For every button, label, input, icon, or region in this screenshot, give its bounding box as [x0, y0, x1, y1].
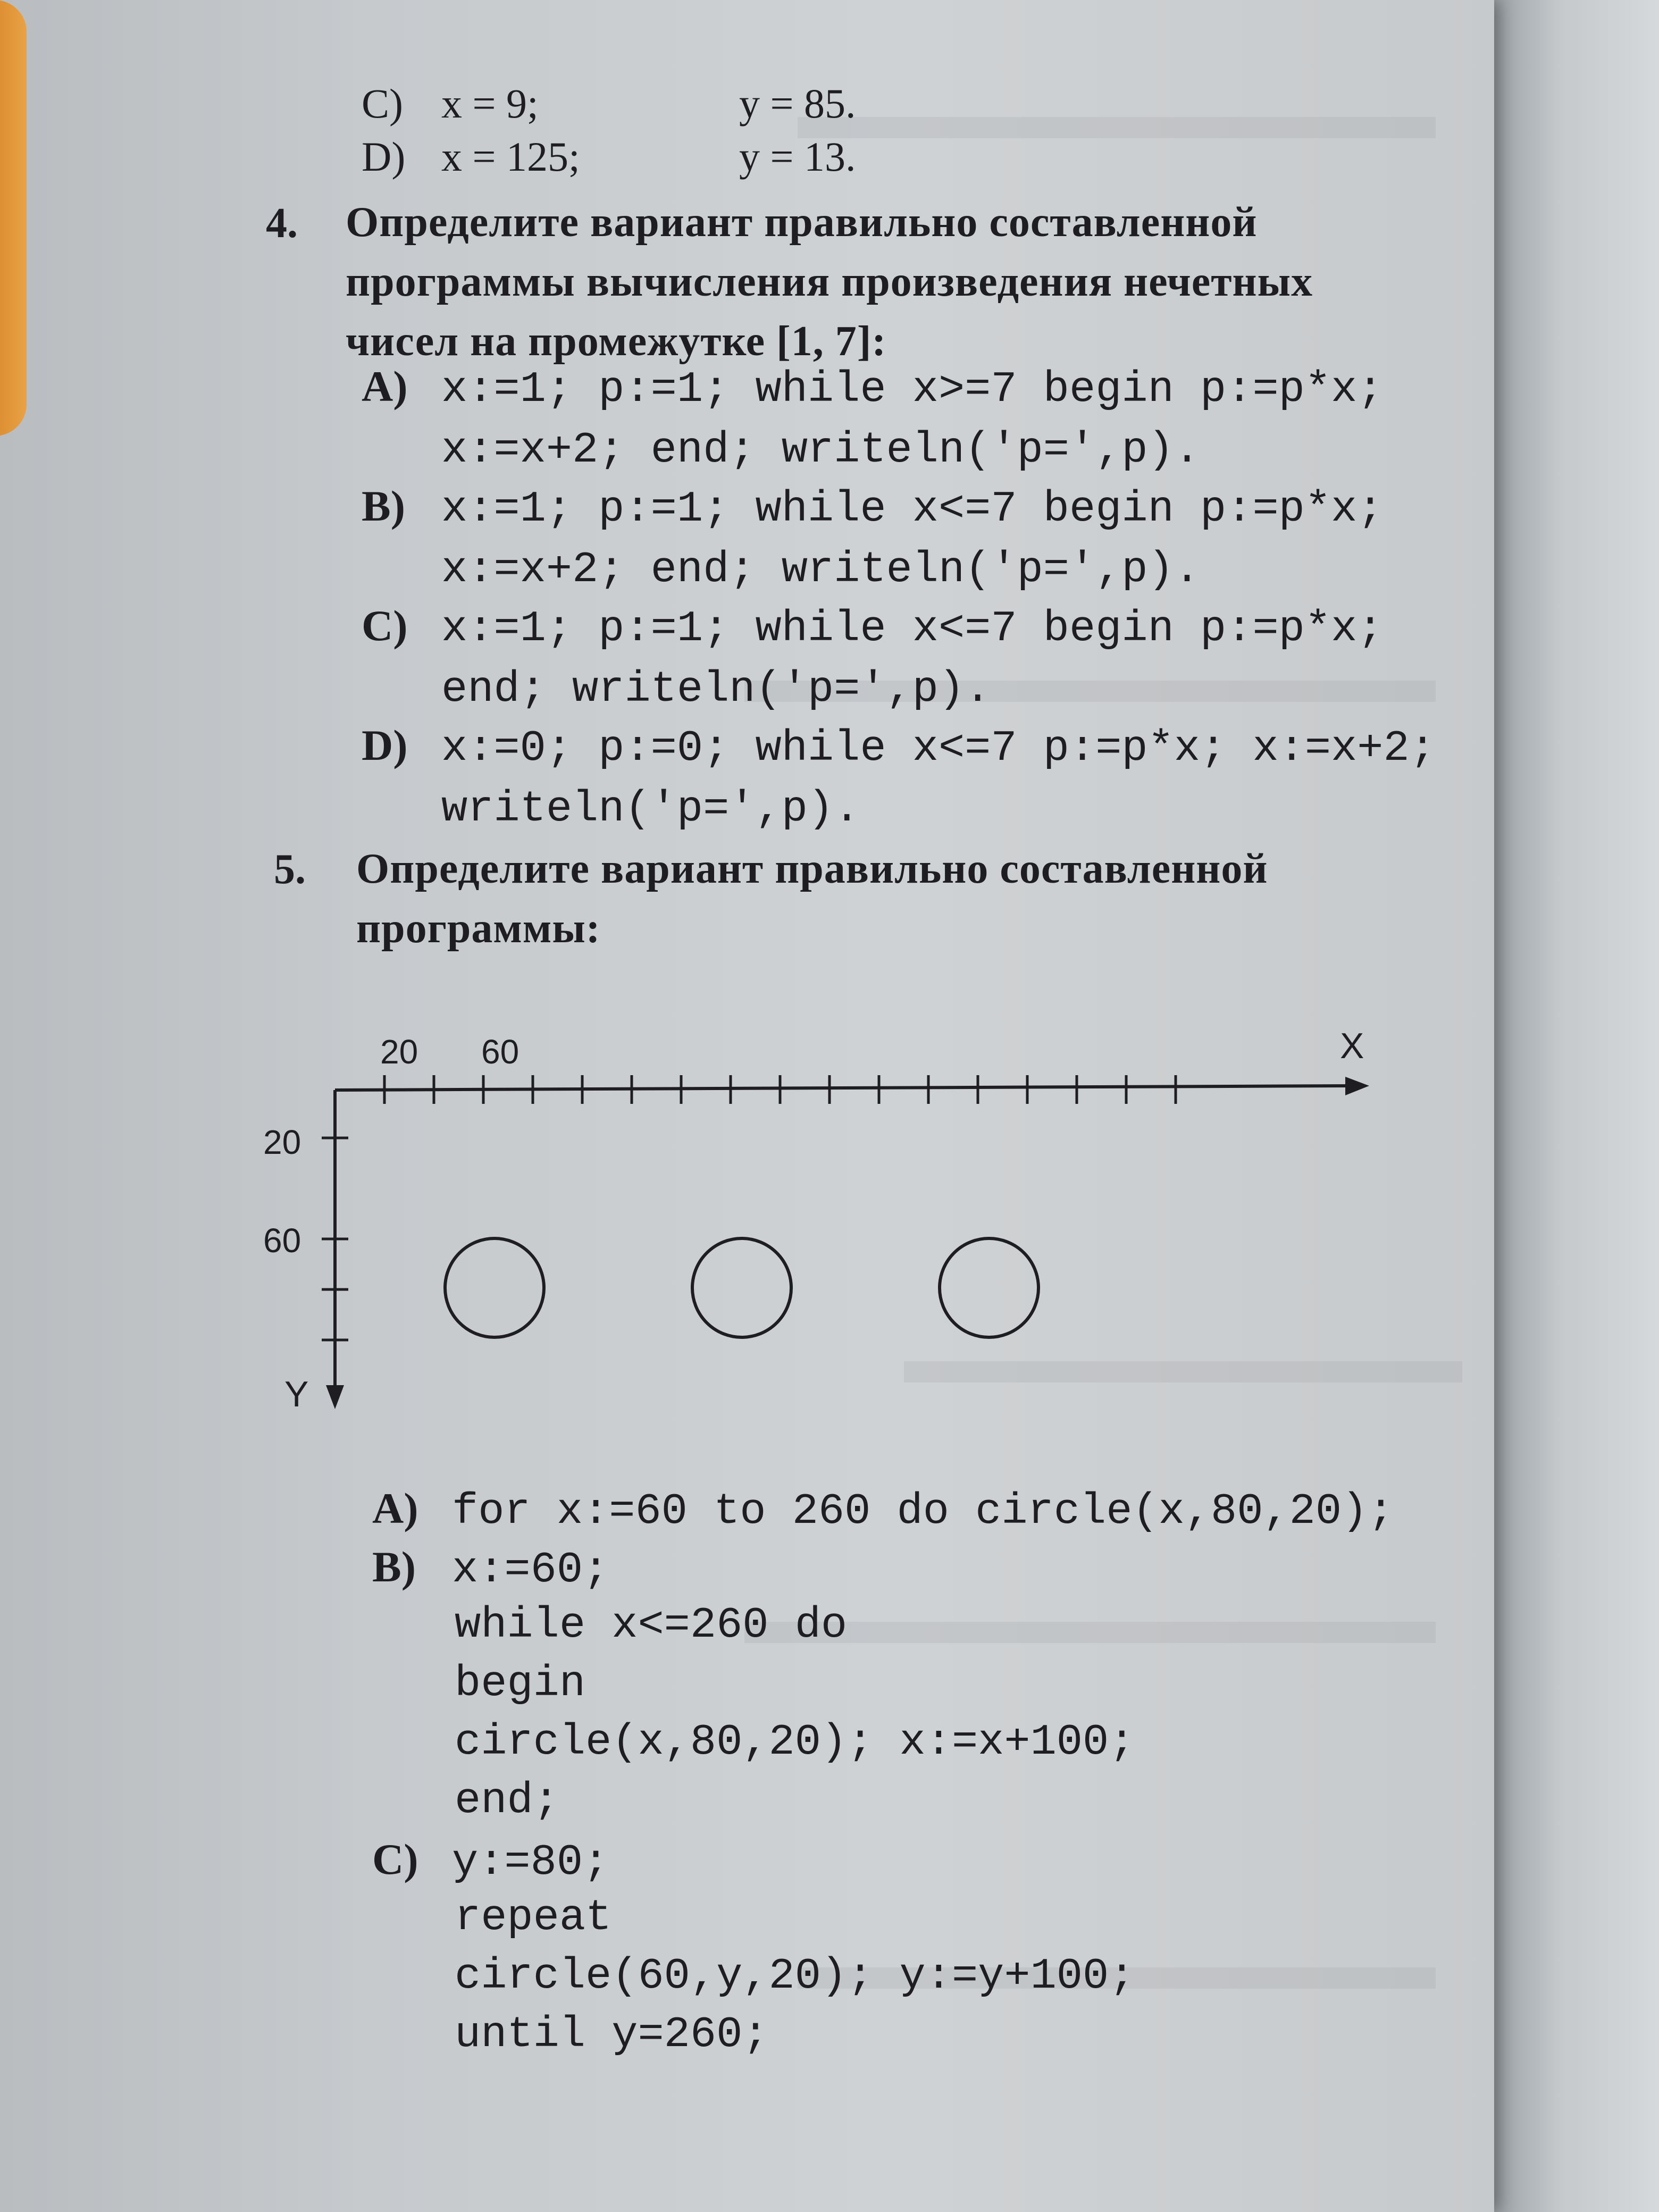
q3-option-d-key: D) [362, 133, 406, 180]
q5-option-b-line-2: while x<=260 do [455, 1601, 848, 1650]
q5-option-c-key: C) [372, 1835, 418, 1883]
x-axis-line [335, 1086, 1353, 1090]
q4-text-line: программы вычисления произведения нечетных [346, 258, 1313, 305]
q5-option-b-line-5: end; [455, 1776, 559, 1825]
q5-option-c-line-1: y:=80; [452, 1838, 609, 1887]
q3-option-c-y: y = 85. [739, 80, 856, 127]
y-tick-label-20: 20 [263, 1123, 301, 1161]
q4-text-line: чисел на промежутке [1, 7]: [346, 318, 887, 365]
q4-option-d-line-2: writeln('p=',p). [441, 784, 860, 834]
thumb [0, 0, 27, 436]
next-page-edge [1494, 0, 1659, 2212]
q3-option-c-key: C) [362, 80, 403, 127]
q5-number: 5. [274, 846, 306, 893]
q4-option-a-line-2: x:=x+2; end; writeln('p=',p). [441, 425, 1201, 475]
q4-text-line: Определите вариант правильно составленной [346, 199, 1258, 246]
q4-number: 4. [266, 200, 298, 247]
y-axis-label: Y [284, 1374, 309, 1414]
x-tick-label-60: 60 [481, 1033, 520, 1071]
q4-option-c-key: C) [362, 601, 408, 650]
q4-option-b-line-2: x:=x+2; end; writeln('p=',p). [441, 545, 1201, 594]
q3-option-d-y: y = 13. [739, 133, 856, 180]
q5-option-b-line-4: circle(x,80,20); x:=x+100; [455, 1717, 1135, 1767]
q5-option-b [372, 1542, 609, 1595]
q4-option-d-line-1: x:=0; p:=0; while x<=7 p:=p*x; x:=x+2; [441, 724, 1436, 773]
q5-option-b-key: B) [372, 1543, 416, 1591]
x-axis-label: X [1340, 1026, 1364, 1066]
q5-option-c-line-2: repeat [455, 1893, 612, 1942]
q4-option-b-line-1: x:=1; p:=1; while x<=7 begin p:=p*x; [441, 484, 1384, 534]
x-axis-arrow [1345, 1077, 1369, 1095]
q5-option-c-line-4: until y=260; [455, 2010, 769, 2059]
q5-option-b-line-3: begin [455, 1659, 586, 1708]
q4-option-d-key: D) [362, 721, 408, 769]
q4-option-c-line-1: x:=1; p:=1; while x<=7 begin p:=p*x; [441, 604, 1384, 653]
q5-option-a-line-1: for x:=60 to 260 do circle(x,80,20); [452, 1487, 1394, 1536]
figure-circle [940, 1238, 1038, 1337]
q4-option-a-key: A) [362, 362, 408, 410]
q5-option-c [372, 1834, 609, 1887]
q4-option-a-line-1: x:=1; p:=1; while x>=7 begin p:=p*x; [441, 365, 1384, 414]
x-tick-label-20: 20 [380, 1033, 418, 1071]
y-tick-label-60: 60 [263, 1221, 301, 1260]
q5-option-c-line-3: circle(60,y,20); y:=y+100; [455, 1951, 1135, 2001]
q5-text-line: Определите вариант правильно составленной [356, 845, 1268, 892]
q5-option-a-key: A) [372, 1484, 418, 1532]
q4-option-c-line-2: end; writeln('p=',p). [441, 665, 991, 714]
figure-circle [445, 1238, 544, 1337]
q5-option-a [372, 1484, 1394, 1536]
figure-circle [692, 1238, 791, 1337]
q4-option-b-key: B) [362, 482, 405, 530]
y-axis-arrow [326, 1385, 344, 1409]
q3-option-d-x: x = 125; [441, 133, 580, 180]
q3-option-c-x: x = 9; [441, 80, 539, 127]
q5-text-line: программы: [356, 905, 601, 952]
q5-option-b-line-1: x:=60; [452, 1545, 609, 1595]
